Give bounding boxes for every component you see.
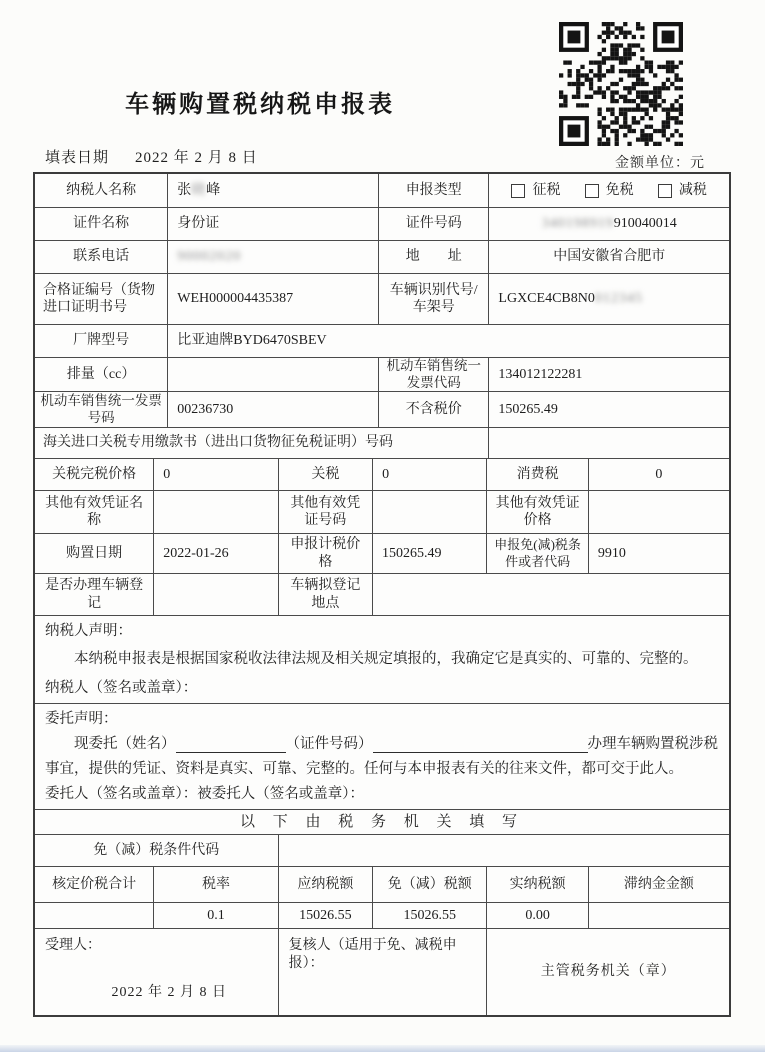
table-row	[35, 533, 729, 573]
checkbox-exempt-icon	[585, 184, 599, 198]
registration-place-label: 车辆拟登记地点	[278, 574, 372, 615]
option-reduce-label: 减税	[678, 182, 707, 198]
tax-exempted-value: 15026.55	[372, 903, 486, 928]
blank-underline	[373, 738, 588, 753]
certificate-no-value: WEH000004435387	[167, 274, 378, 324]
authority-stamp-cell: 主管税务机关（章）	[486, 929, 729, 1015]
entrust-title: 委托声明：	[45, 711, 118, 727]
other-voucher-name-value	[153, 491, 277, 533]
page-title: 车辆购置税纳税申报表	[125, 92, 396, 118]
entrust-declaration-cell	[35, 704, 729, 809]
brand-model-value: 比亚迪牌BYD6470SBEV	[167, 325, 729, 357]
col-assessed-total: 核定价税合计	[52, 876, 137, 892]
entrust-line1-a: 现委托（姓名）	[74, 735, 176, 752]
redacted-text: 012345	[594, 291, 643, 307]
price-excl-tax-label: 不含税价	[378, 392, 488, 427]
entrust-declaration	[35, 703, 729, 809]
table-row	[35, 240, 729, 273]
amount-unit-label: 金额单位：元	[615, 156, 705, 171]
table-row	[35, 357, 729, 391]
invoice-no-value: 00236730	[167, 392, 378, 427]
fill-date-label: 填表日期	[45, 150, 110, 166]
table-row	[35, 273, 729, 324]
redacted-text: 340198919	[541, 216, 614, 232]
tax-office-section-title: 以 下 由 税 务 机 关 填 写	[239, 813, 524, 830]
fill-date	[45, 146, 258, 167]
other-voucher-name-label: 其他有效凭证名称	[45, 495, 144, 528]
acceptor-label: 受理人：	[45, 938, 101, 953]
customs-doc-value	[488, 428, 729, 458]
other-voucher-no-label: 其他有效凭证号码	[278, 491, 372, 533]
checkbox-levy-icon	[511, 184, 525, 198]
purchase-date-label: 购置日期	[66, 545, 123, 561]
col-tax-payable: 应纳税额	[278, 867, 372, 902]
scan-edge-artifact	[0, 1045, 765, 1052]
acceptor-cell	[35, 929, 278, 1015]
qr-code-icon	[559, 22, 683, 146]
vehicle-registration-label: 是否办理车辆登记	[45, 578, 144, 611]
entrust-sign-right: 被委托人（签名或盖章）：	[197, 785, 364, 802]
col-tax-paid: 实纳税额	[486, 867, 587, 902]
acceptor-date: 2022 年 2 月 8 日	[111, 984, 228, 1000]
table-row	[35, 490, 729, 533]
price-excl-tax-value: 150265.49	[488, 392, 729, 427]
tax-rate-value: 0.1	[153, 903, 277, 928]
other-voucher-price-label: 其他有效凭证价格	[486, 491, 587, 533]
assessment-values-row	[35, 902, 729, 928]
brand-model-label: 厂牌型号	[73, 333, 130, 349]
table-row	[35, 458, 729, 490]
purchase-date-value: 2022-01-26	[153, 534, 277, 573]
declaration-sign-label: 纳税人（签名或盖章）：	[45, 679, 198, 696]
assessment-header-row	[35, 866, 729, 902]
table-row	[35, 427, 729, 458]
form-table	[33, 172, 731, 1017]
entrust-line1	[45, 735, 719, 753]
table-row	[35, 391, 729, 427]
cert-num-label: 证件号码	[378, 208, 488, 240]
cert-num-value	[488, 208, 729, 240]
displacement-label: 排量（cc）	[66, 366, 136, 382]
col-tax-exempted: 免（减）税额	[372, 867, 486, 902]
other-voucher-price-value	[588, 491, 729, 533]
table-row	[35, 324, 729, 357]
cert-name-label: 证件名称	[73, 216, 130, 232]
entrust-line1-b: （证件号码）	[285, 735, 373, 752]
late-fee-value	[588, 903, 729, 928]
taxpayer-name-value	[167, 174, 378, 207]
tax-paid-value: 0.00	[486, 903, 587, 928]
col-tax-rate: 税率	[153, 867, 277, 902]
customs-price-label: 关税完税价格	[52, 466, 137, 482]
redacted-text: 90002020	[177, 249, 242, 265]
vehicle-registration-value	[153, 574, 277, 615]
assessed-total-value	[35, 903, 153, 928]
address-label: 地 址	[378, 241, 488, 273]
entrust-sign-line	[45, 785, 719, 803]
declaration-body: 本纳税申报表是根据国家税收法律法规及相关规定填报的，我确定它是真实的、可靠的、完整的。	[74, 651, 698, 668]
name-part: 峰	[206, 182, 221, 198]
option-levy	[511, 182, 560, 200]
exempt-condition-label: 申报免(减)税条件或者代码	[486, 534, 587, 573]
blank-underline	[176, 738, 286, 753]
invoice-code-label: 机动车销售统一发票代码	[378, 358, 488, 391]
declaration-title: 纳税人声明：	[45, 623, 132, 639]
col-late-fee: 滞纳金金额	[588, 867, 729, 902]
tax-office-section-bar	[35, 809, 729, 834]
registration-place-value	[372, 574, 729, 615]
cert-num-visible: 910040014	[613, 216, 677, 232]
vin-value	[488, 274, 729, 324]
taxable-price-label: 申报计税价格	[278, 534, 372, 573]
fill-date-value: 2022 年 2 月 8 日	[135, 150, 258, 166]
option-levy-label: 征税	[532, 182, 561, 198]
entrust-line2: 事宜，提供的凭证、资料是真实、可靠、完整的。任何与本申报表有关的往来文件，都可交于此人。	[45, 760, 683, 777]
displacement-value	[167, 358, 378, 391]
invoice-code-value: 134012122281	[488, 358, 729, 391]
customs-doc-label: 海关进口关税专用缴款书（进出口货物征免税证明）号码	[43, 435, 393, 451]
consumption-tax-label: 消费税	[486, 459, 587, 490]
entrust-line1-c: 办理车辆购置税涉税	[587, 735, 718, 752]
address-value: 中国安徽省合肥市	[488, 241, 729, 273]
option-exempt	[585, 182, 634, 200]
phone-label: 联系电话	[73, 249, 130, 265]
vin-visible: LGXCE4CB8N0	[498, 291, 595, 307]
exempt-code-value	[278, 835, 729, 866]
tax-payable-value: 15026.55	[278, 903, 372, 928]
invoice-no-label: 机动车销售统一发票号码	[40, 392, 162, 425]
taxpayer-name-label: 纳税人名称	[66, 182, 137, 198]
customs-duty-value: 0	[372, 459, 486, 490]
certificate-no-label: 合格证编号（货物进口证明书号	[43, 282, 155, 315]
option-exempt-label: 免税	[605, 182, 634, 198]
customs-price-value: 0	[153, 459, 277, 490]
taxpayer-declaration-cell	[35, 616, 729, 703]
phone-value	[167, 241, 378, 273]
taxpayer-declaration	[35, 615, 729, 703]
checkbox-reduce-icon	[658, 184, 672, 198]
other-voucher-no-value	[372, 491, 486, 533]
consumption-tax-value: 0	[588, 459, 729, 490]
exempt-condition-value: 9910	[588, 534, 729, 573]
declare-type-options	[488, 174, 729, 207]
taxable-price-value: 150265.49	[372, 534, 486, 573]
option-reduce	[658, 182, 707, 200]
redacted-text: 晓	[191, 182, 207, 198]
exempt-code-label: 免（减）税条件代码	[93, 842, 220, 858]
table-row	[35, 174, 729, 207]
table-row	[35, 573, 729, 615]
table-row	[35, 834, 729, 866]
declare-type-label: 申报类型	[378, 174, 488, 207]
signoff-row	[35, 928, 729, 1015]
cert-name-value: 身份证	[167, 208, 378, 240]
table-row	[35, 207, 729, 240]
name-part: 张	[177, 182, 192, 198]
entrust-sign-left: 委托人（签名或盖章）：	[45, 785, 198, 802]
customs-duty-label: 关税	[278, 459, 372, 490]
vin-label: 车辆识别代号/车架号	[378, 274, 488, 324]
reviewer-cell: 复核人（适用于免、减税申报）：	[278, 929, 487, 1015]
